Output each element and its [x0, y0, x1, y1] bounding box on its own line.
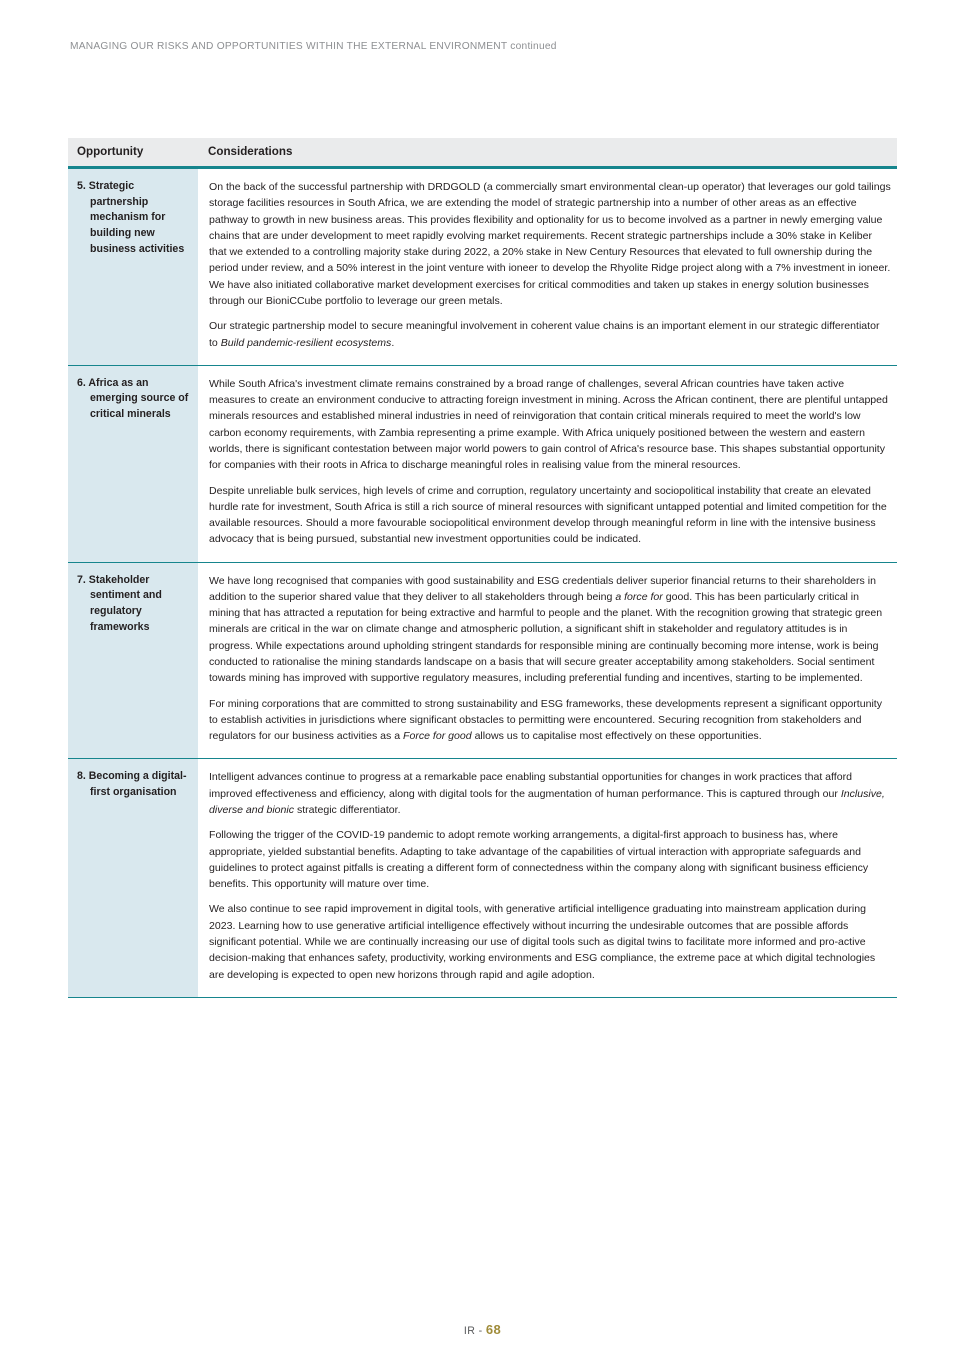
opportunity-label: 6. Africa as an emerging source of critical minerals: [77, 376, 189, 421]
considerations-cell: [198, 168, 897, 366]
table-header: [68, 138, 897, 168]
paragraph-text-lead: Our strategic partnership model to secure meaningful involvement in coherent value chains is an important element in our strategic differentiator to: [209, 320, 880, 349]
paragraph-with-emphasis: [209, 318, 891, 351]
paragraph: Following the trigger of the COVID-19 pandemic to adopt remote working arrangements, a digital-first approach to business has, where appropriate, yielded substantial benefits. Adapting to take advantage of the capabilities of virtual interaction with appropriate safeguards and guidelines to protect against pitfalls is creating a different form of connectedness within the company along with significant business efficiency benefits. This opportunity will mature over time.: [209, 829, 869, 891]
table-row: [68, 759, 897, 997]
opportunity-label: 5. Strategic partnership mechanism for building new business activities: [77, 180, 185, 255]
considerations-cell: [198, 365, 897, 562]
table-header-row: [68, 138, 897, 168]
table-body: [68, 168, 897, 998]
paragraph-with-emphasis: [209, 696, 891, 745]
column-header-opportunity: Opportunity: [68, 138, 198, 168]
table-row: [68, 562, 897, 759]
opportunity-label: 7. Stakeholder sentiment and regulatory frameworks: [77, 573, 162, 633]
paragraph-text-lead: We have long recognised that companies with good sustainability and ESG credentials deliver superior financial returns to their shareholders in addition to the superior shared value that they deliver to all stakeholders through being: [209, 574, 876, 603]
considerations-cell: [198, 562, 897, 759]
page-footer: [0, 1322, 965, 1337]
emphasised-phrase: Inclusive, diverse and bionic: [209, 787, 885, 816]
paragraph-text-tail: strategic differentiator.: [294, 804, 401, 816]
opportunity-cell: [68, 168, 198, 366]
opportunity-cell: [68, 759, 198, 997]
column-header-considerations: Considerations: [198, 138, 897, 168]
paragraph-text-lead: For mining corporations that are committed to strong sustainability and ESG frameworks, these developments represent a significant opportunity to establish activities in jurisdictions where significant obstacles to permitting were encountered. Securing recognition from stakeholders and regulators for our business activities as a: [209, 697, 882, 743]
page-number: 68: [485, 1322, 502, 1337]
running-header: MANAGING OUR RISKS AND OPPORTUNITIES WITHIN THE EXTERNAL ENVIRONMENT continued: [70, 41, 557, 52]
paragraph: On the back of the successful partnership with DRDGOLD (a commercially smart environmental clean-up operator) that leverages our gold tailings storage facilities resources in South Africa, we are extending the model of strategic partnership into a number of other areas as an effective pathway to growth in new business areas. This provides flexibility and optionality for us to become involved as a partner in newly emerging value chains that are under development to meet rapidly evolving market requirements. Recent strategic partnerships include a 30% stake in Keliber that we extended to a controlling majority stake during 2022, a 20% stake in New Century Resources that elevated to full ownership during the period under review, and a 50% interest in the joint venture with ioneer to develop the Rhyolite Ridge project along with a 7% investment in ioneer. We have also initiated collaborative market development exercises for critical commodities and taken up stakes in energy solution businesses through our BioniCCube portfolio to leverage our green metals.: [209, 181, 891, 307]
emphasised-phrase: a force for: [615, 590, 663, 603]
paragraph-text-tail: .: [391, 336, 395, 349]
paragraph-text-lead: Intelligent advances continue to progress at a remarkable pace enabling substantial opportunities for changes in work practices that afford improved effectiveness and efficiency, along with digital tools for the augmentation of human performance. This is captured through our: [209, 771, 852, 800]
opportunity-label: 8. Becoming a digital-first organisation: [77, 770, 187, 799]
paragraph: Despite unreliable bulk services, high levels of crime and corruption, regulatory uncertainty and sociopolitical instability that create an elevated hurdle rate for investment, South Africa is still a rich source of mineral resources with significant untapped potential and limited competition for the available resources. Should a more favourable sociopolitical environment develop through meaningful reform in line with the intensive business advocacy that is being pursued, substantial new investment opportunities could be indicated.: [209, 484, 887, 546]
table-row: [68, 365, 897, 562]
paragraph: We also continue to see rapid improvement in digital tools, with generative artificial intelligence graduating into mainstream application during 2023. Learning how to use generative artificial intelligence effectively without incurring the undesirable outcomes that are possible affords significant potential. While we are continually increasing our use of digital tools such as digital twins to facilitate more informed and pro-active decision-making that enhances safety, productivity, working environments and ESG compliance, the extreme pace at which digital technologies are developing is expected to open new horizons through rapid and agile adoption.: [209, 903, 876, 981]
paragraph-with-emphasis: [209, 573, 891, 687]
opportunities-table: [68, 138, 897, 998]
paragraph-text-tail: allows us to capitalise most effectively on these opportunities.: [471, 730, 762, 743]
emphasised-phrase: Force for good: [403, 730, 472, 743]
paragraph-text-tail: good. This has been particularly critical in mining that has attracted a reputation for being extractive and harmful to people and the planet. With the recognition growing that strategic green minerals are critical in the war on climate change and atmospheric pollution, a significant shift in stakeholder and regulatory attitudes is in progress. While expectations around upholding stringent standards for responsible mining are continually becoming more intense, work is being conducted to rationalise the mining standards landscape on a basis that will secure greater acceptability among stakeholders. Social sentiment towards mining has improved with supportive regulatory measures, including preferential funding and incentives, starting to be implemented.: [209, 590, 883, 685]
emphasised-phrase: Build pandemic-resilient ecosystems: [220, 336, 392, 349]
opportunity-cell: [68, 365, 198, 562]
opportunity-cell: [68, 562, 198, 759]
paragraph: While South Africa's investment climate remains constrained by a broad range of challenges, several African countries have taken active measures to create an environment conducive to attracting foreign investment in mining. Across the African continent, there are plentiful untapped minerals resources and established mineral industries in need of reinvigoration that contain critical minerals required to meet the world's low carbon economy requirements, with Zambia representing a prime example. With Africa uniquely positioned between the western and eastern worlds, there is significant contestation between major world powers to gain control of Africa's resource base. This shapes substantial opportunity for companies with their roots in Africa to discharge meaningful roles in realising value from the mineral resources.: [209, 377, 888, 472]
footer-prefix: IR -: [463, 1325, 483, 1337]
table-row: [68, 168, 897, 366]
considerations-cell: [198, 759, 897, 997]
paragraph-with-emphasis: [209, 769, 891, 818]
